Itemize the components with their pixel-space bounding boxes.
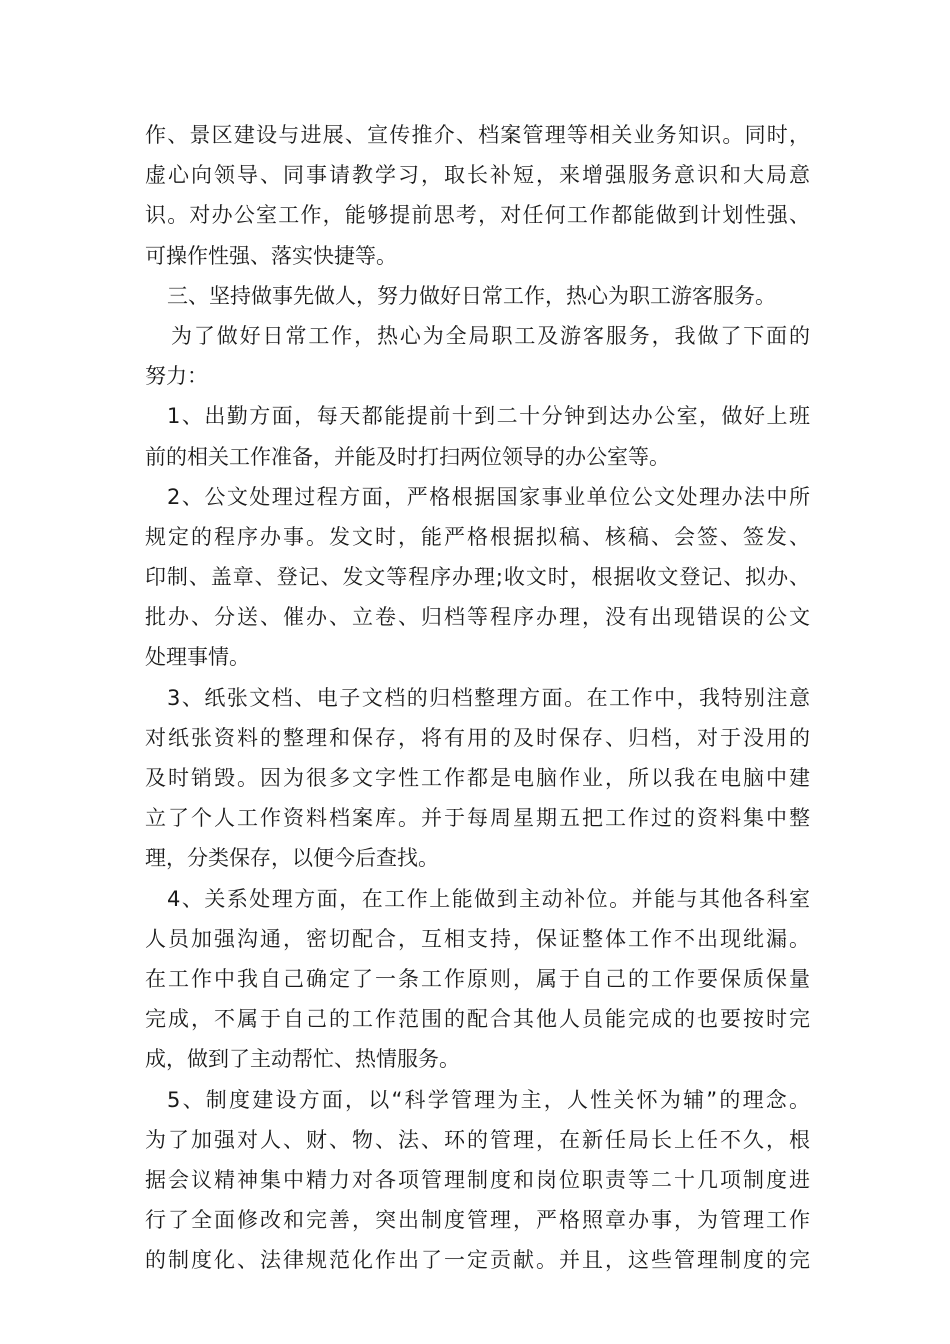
text-line: 立了个人工作资料档案库。并于每周星期五把工作过的资料集中整 <box>145 806 810 831</box>
text-line: 据会议精神集中精力对各项管理制度和岗位职责等二十几项制度进 <box>145 1167 810 1192</box>
text-line: 为了加强对人、财、物、法、环的管理，在新任局长上任不久，根 <box>145 1127 810 1152</box>
text-line: 的制度化、法律规范化作出了一定贡献。并且，这些管理制度的完 <box>145 1248 810 1273</box>
text-line: 规定的程序办事。发文时，能严格根据拟稿、核稿、会签、签发、 <box>145 524 810 549</box>
text-line: 4、关系处理方面，在工作上能做到主动补位。并能与其他各科室 <box>167 886 810 911</box>
document-body <box>145 115 810 1280</box>
text-line: 3、纸张文档、电子文档的归档整理方面。在工作中，我特别注意 <box>167 685 810 710</box>
text-line: 识。对办公室工作，能够提前思考，对任何工作都能做到计划性强、 <box>145 203 810 228</box>
text-line: 可操作性强、落实快捷等。 <box>145 243 397 268</box>
text-line: 行了全面修改和完善，突出制度管理，严格照章办事，为管理工作 <box>145 1208 810 1233</box>
text-line: 作、景区建设与进展、宣传推介、档案管理等相关业务知识。同时， <box>145 123 810 147</box>
text-line: 处理事情。 <box>145 645 250 670</box>
text-line: 为了做好日常工作，热心为全局职工及游客服务，我做了下面的 <box>171 323 810 348</box>
text-line: 及时销毁。因为很多文字性工作都是电脑作业，所以我在电脑中建 <box>145 766 810 790</box>
text-line: 印制、盖章、登记、发文等程序办理;收文时，根据收文登记、拟办、 <box>145 565 810 590</box>
text-line: 前的相关工作准备，并能及时打扫两位领导的办公室等。 <box>145 444 670 469</box>
text-line: 完成，不属于自己的工作范围的配合其他人员能完成的也要按时完 <box>145 1007 810 1032</box>
text-line: 2、公文处理过程方面，严格根据国家事业单位公文处理办法中所 <box>167 484 810 509</box>
text-line: 努力： <box>145 364 208 389</box>
text-line: 理，分类保存，以便今后查找。 <box>145 846 439 871</box>
text-line: 1、出勤方面，每天都能提前十到二十分钟到达办公室，做好上班 <box>167 404 810 429</box>
text-line: 在工作中我自己确定了一条工作原则，属于自己的工作要保质保量 <box>145 966 810 991</box>
text-line: 批办、分送、催办、立卷、归档等程序办理，没有出现错误的公文 <box>145 605 810 630</box>
text-line: 成，做到了主动帮忙、热情服务。 <box>145 1047 460 1072</box>
text-line: 虚心向领导、同事请教学习，取长补短，来增强服务意识和大局意 <box>145 163 810 188</box>
text-line: 三、坚持做事先做人，努力做好日常工作，热心为职工游客服务。 <box>167 283 776 308</box>
text-line: 对纸张资料的整理和保存，将有用的及时保存、归档，对于没用的 <box>145 725 810 750</box>
text-line: 5、制度建设方面，以“科学管理为主，人性关怀为辅”的理念。 <box>167 1087 810 1112</box>
text-line: 人员加强沟通，密切配合，互相支持，保证整体工作不出现纰漏。 <box>145 926 810 951</box>
